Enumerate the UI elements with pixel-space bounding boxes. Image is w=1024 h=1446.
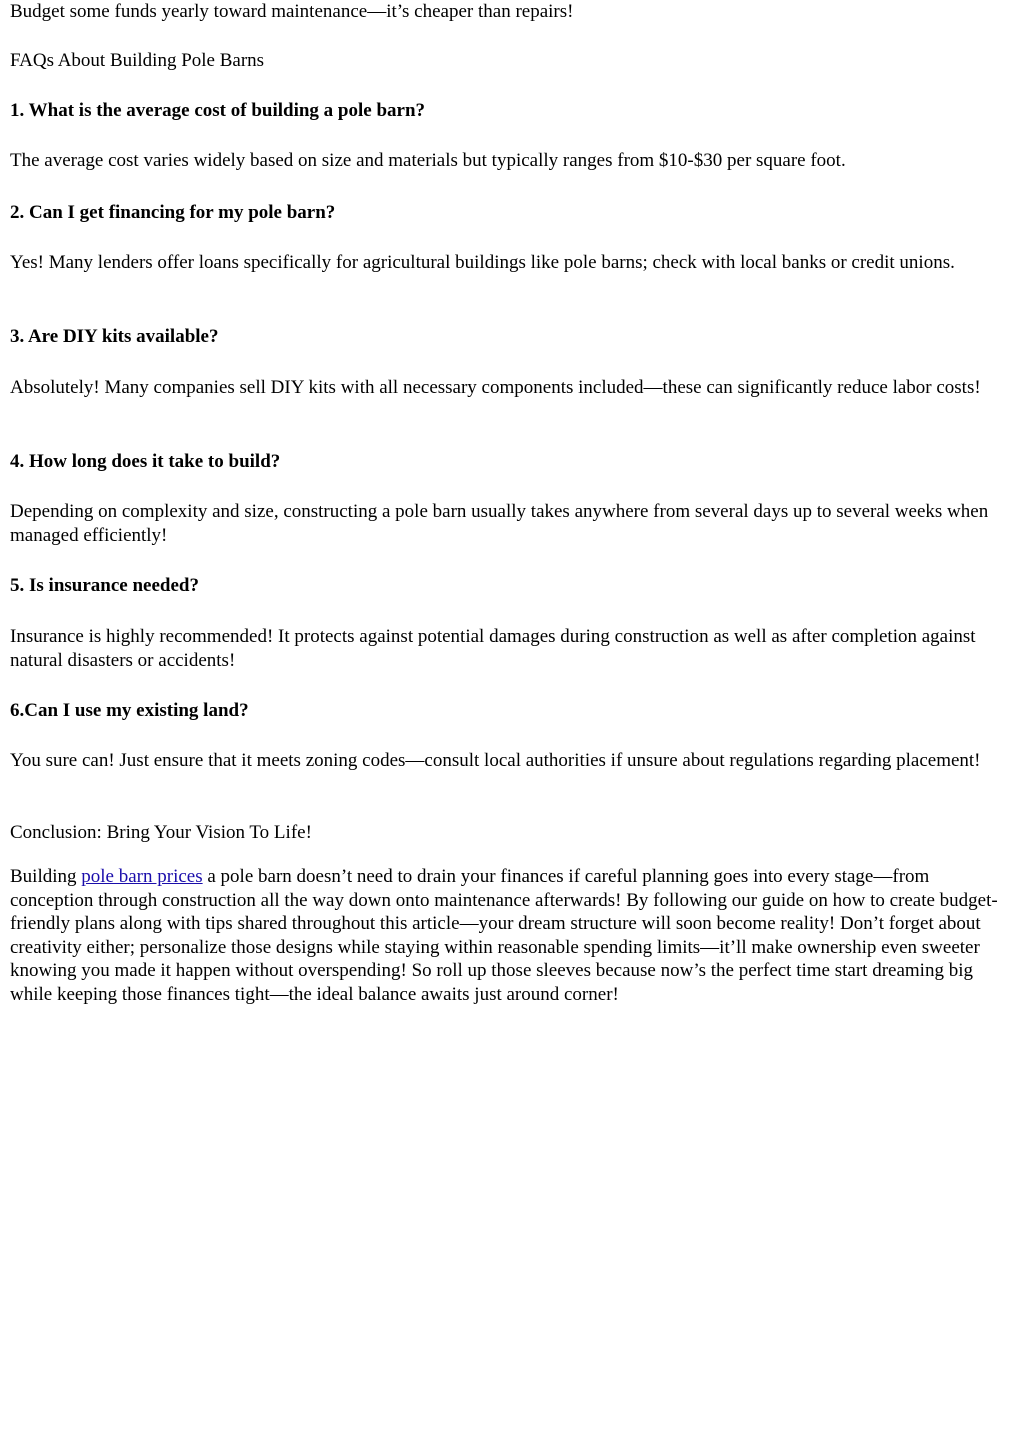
- pole-barn-prices-link[interactable]: pole barn prices: [81, 866, 203, 887]
- conclusion-text-start: Building: [10, 866, 82, 887]
- faq-answer-6: You sure can! Just ensure that it meets zoning codes—consult local authorities if unsure about regulations regarding placement!: [10, 750, 981, 771]
- faq-answer-3: Absolutely! Many companies sell DIY kits with all necessary components included—these can significantly reduce labor costs!: [10, 377, 981, 398]
- faq-heading: FAQs About Building Pole Barns: [10, 50, 265, 71]
- faq-question-3: 3. Are DIY kits available?: [10, 326, 219, 347]
- faq-question-2: 2. Can I get financing for my pole barn?: [10, 202, 336, 223]
- faq-question-1: 1. What is the average cost of building a pole barn?: [10, 100, 426, 121]
- faq-question-4: 4. How long does it take to build?: [10, 451, 281, 472]
- conclusion-text-end: a pole barn doesn’t need to drain your finances if careful planning goes into every stage—from conception through construction all the way down onto maintenance afterwards! By following our guide on how to create budget-friendly plans along with tips shared throughout this article—your dream structure will soon become reality! Don’t forget about creativity either; personalize those designs while staying within reasonable spending limits—it’ll make ownership even sweeter knowing you made it happen without overspending! So roll up those sleeves because now’s the perfect time start dreaming big while keeping those finances tight—the ideal balance awaits just around corner!: [10, 866, 998, 1005]
- faq-answer-1: The average cost varies widely based on size and materials but typically ranges from $10-$30 per square foot.: [10, 150, 846, 171]
- maintenance-tip: Budget some funds yearly toward maintenance—it’s cheaper than repairs!: [10, 1, 574, 22]
- faq-answer-4: Depending on complexity and size, constructing a pole barn usually takes anywhere from several days up to several weeks when managed efficiently!: [10, 501, 989, 546]
- faq-answer-2: Yes! Many lenders offer loans specifically for agricultural buildings like pole barns; check with local banks or credit unions.: [10, 252, 955, 273]
- faq-answer-5: Insurance is highly recommended! It protects against potential damages during construction as well as after completion against natural disasters or accidents!: [10, 626, 976, 671]
- faq-question-6: 6.Can I use my existing land?: [10, 700, 249, 721]
- faq-question-5: 5. Is insurance needed?: [10, 575, 199, 596]
- conclusion-heading: Conclusion: Bring Your Vision To Life!: [10, 822, 312, 843]
- conclusion-paragraph: [10, 865, 1014, 1006]
